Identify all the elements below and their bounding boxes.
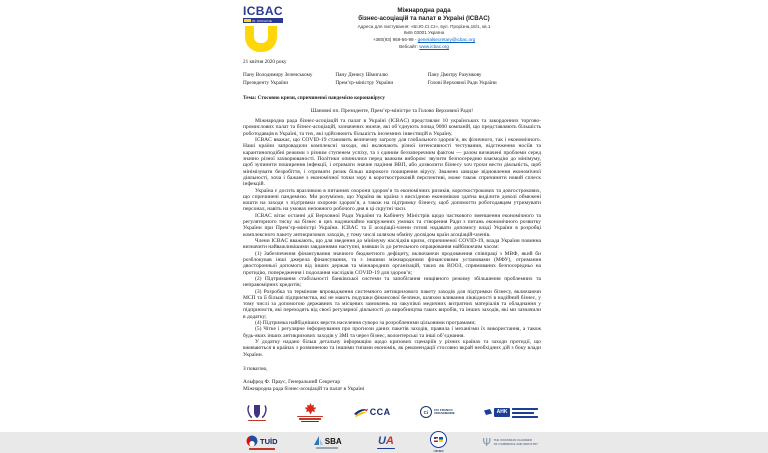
addressee-parliament-speaker xyxy=(428,72,541,87)
body-paragraph: ICBAC вітає останні дії Верховної Ради України та Кабінету Міністрів щодо часткового зменшення економічного та регуляторного тиску на бізнес в цих надзвичайно напружених умовах та створення Ради з питань економічного розвитку України при Прем’єр-міністрі України. ICBAC та її асоціації-члени готові надавати допомогу владі України в розробці комплексного пакету антикризових заходів, у тому числі шляхом обміну досвідом країн асоціацій-членів. xyxy=(243,212,541,238)
letter-content xyxy=(243,5,541,453)
ucci-logo xyxy=(482,437,538,448)
heraldic-crest-icon xyxy=(246,404,268,419)
body-paragraph: Міжнародна рада бізнес-асоціацій та палат в Україні (ICBAC) представляє 10 українських та закордонних торгово-промислових палат та бізнес-асоціацій, зазначених нижче, які об’єднують понад 9000 компаній, що представляють більшість роботодавців в Україні, та тих, які здійснюють більшість іноземних інвестицій в Україну. xyxy=(243,118,541,137)
ahk-caption-bar xyxy=(512,416,538,417)
addressee-name: Пану Володимиру Зеленському xyxy=(243,72,313,78)
usubc-logo-text: USUBC xyxy=(433,449,444,453)
org-name-line2: бізнес-асоціацій та палат в Україні (ICBAC) xyxy=(358,15,490,23)
salutation: Шановні пп. Президенте, Прем’єр-міністре та Голово Верховної Ради! xyxy=(310,108,474,115)
email-link[interactable]: generalsecretary@icbac.org xyxy=(417,37,476,43)
addressee-columns xyxy=(243,72,541,87)
cci-logo-line1: CCI FRANCO xyxy=(433,407,453,412)
cca-logo-text: CCA xyxy=(369,407,391,418)
website-link[interactable]: www.icbac.org xyxy=(419,43,449,49)
org-address-block xyxy=(307,5,541,50)
addressee-name: Пану Дмитру Разумкову xyxy=(427,72,482,78)
sba-logo xyxy=(313,436,342,449)
icbac-logo-bar-yellow-icon xyxy=(244,19,251,22)
list-item-1: (1) Забезпечення фінансування значного бюджетного дефіциту, включаючи продовження співпраці з МВФ, який би розблокував інші джерела фінансування, та з іншими міжнародними фінансовими установами (МФУ), отримання двосторонньої допомоги від інших держав та міжнародних організацій, таких як ВООЗ, спрямованих безпосередньо на протидію, попередження і подолання наслідків COVID-19 для здоров’я; xyxy=(243,250,541,276)
body-paragraph: У додатку надано більш детальну інформацію щодо кризових сценаріїв у різних країнах та заходи протидії, що вживаються в країнах з розвиненою та іншими типами економік, як рекомендації стосовно вкрай необхідних дій з боку влади України. xyxy=(243,339,541,358)
addressee-president xyxy=(243,72,335,87)
swirl-circle-icon xyxy=(246,435,258,447)
member-logos-row-2 xyxy=(243,431,541,453)
org-address-line: Адреса для листування: «БІ.Ю.СІ.СІ», вул. Прорізна,18/1, кв.1 xyxy=(357,23,491,29)
ucci-logo-line2: OF COMMERCE AND INDUSTRY xyxy=(493,442,538,447)
ci-circle-icon: Ci xyxy=(420,406,432,418)
sba-logo-text: SBA xyxy=(324,436,342,446)
addressee-title: Президенту України xyxy=(243,79,288,86)
body-paragraph: Україна є досить вразливою в питаннях охорони здоров’я та економічних ризиків, короткострокових та довгострокових, що спричинені пандемією. Ми розуміємо, що Україна як країна з висхідною економікою здатна виділити доволі обмежені кошти на заходи з підтримки охорони здоров’я, а також на підтримку бізнесу, щоб допомогти роботодавцям утримувати персонал, навіть на умовах неповного робочого дня в ці скрутні часи. xyxy=(243,187,541,213)
signer-org: Міжнародна рада бізнес-асоціацій та палат в Україні xyxy=(243,386,365,393)
cci-franco-ukrainienne-logo xyxy=(420,406,455,418)
ahk-caption-lines xyxy=(512,407,538,418)
ahk-logo xyxy=(484,407,538,418)
ua-caption-bar xyxy=(377,448,395,449)
org-city-line: Київ 03001 Україна xyxy=(403,30,445,36)
letter-date: 21 квітня 2020 року xyxy=(243,59,287,65)
ukraine-flag-icon xyxy=(439,437,443,442)
member-logos-row-1 xyxy=(243,403,541,423)
body-paragraph: Члени ICBAC вважають, що для зведення до мінімуму наслідків кризи, спричиненої COVID-19, влада України повинна визначити найважливішими завданнями наступні, взявши їх до ретельного опрацювання найближчим часом: xyxy=(243,238,541,251)
tuid-caption-bar xyxy=(249,448,275,449)
ahk-caption-bar xyxy=(512,412,534,413)
tuid-logo xyxy=(246,435,278,450)
maple-leaf-icon xyxy=(304,403,317,415)
ua-letters xyxy=(378,436,394,447)
icbac-logo xyxy=(243,5,307,52)
website-label: Вебсайт: xyxy=(399,43,419,49)
tuid-logo-text: TUİD xyxy=(260,436,278,446)
icbac-logo-bar-text: IN UKRAINE xyxy=(252,18,273,23)
bucc-caption-bar xyxy=(248,420,266,421)
swoosh-icon xyxy=(353,406,369,419)
ua-stripes-logo xyxy=(377,436,395,450)
list-item-3: (3) Розробка та термінове впровадження системного антикризового пакету заходів для підтримки бізнесу, включаючи МСП та її більші підприємства, які не мають подушки фінансової безпеки, шляхом вливання ліквідності в надійний бізнес, у тому числі за допомогою державних та місцевих замовлень на закупівлі медичних витратних матеріалів та обладнання у підприємств, які переходять від своєї регулярної діяльності до виробництва таких виробів, та інших заходів, які ми зазначили в додатку; xyxy=(243,288,541,320)
usubc-logo xyxy=(430,431,447,453)
body-paragraph: ICBAC вважає, що COVID-19 становить величезну загрозу для глобального здоров’я, як фізичного, так і економічного. Наші країни запровадили комплексні заходи, які включають різної інтенсивності тестування, відстеження носіїв та карантиноподібні режими з різним ступенем успіху, та з єдиним беззаперечним фактом — разом визначені проблеми серед значно різної захворюваності. Політики опинилися перед важким вибором: звузити безпосередню взаємодію до мінімуму, щоб зупинити поширення інфекції, і отримати значне падіння ВВП, або дозволити бізнесу хоч трохи вести діяльність, щоб мінімізувати безробіття, і отримати ризик більш широкого поширення вірусу. Зважено швидке відновлення економічної діяльності, хоча і бажане з економічної точки зору в короткостроковій перспективі, може також спричинити новий сплеск інфекцій. xyxy=(243,137,541,188)
icbac-logo-u-icon xyxy=(245,26,277,52)
list-item-2: (2) Підтримання стабільності банківської системи та запобігання нищівного режиму збільшення проблемних та неправомірних кредитів; xyxy=(243,275,541,289)
cci-logo-line2: UKRAINIENNE xyxy=(433,411,455,416)
cucc-caption-bar xyxy=(299,418,321,419)
org-phone: +380(93) 959-56-99 xyxy=(372,37,414,43)
letter-body xyxy=(243,118,541,358)
signature-block xyxy=(243,379,541,394)
ahk-caption-bar xyxy=(512,408,538,409)
us-flag-icon xyxy=(434,437,438,442)
org-contact-line xyxy=(307,37,541,44)
sba-caption-bar xyxy=(316,447,338,448)
list-item-4: (4) Підтримка найбідніших верств населення суворо за розробленими цільовими програмами; xyxy=(255,320,476,327)
ua-letter-a: A xyxy=(385,434,394,447)
cucc-caption-bar xyxy=(301,421,319,422)
flags-seal-icon xyxy=(430,431,447,448)
topic-line: Тема: Стосовно кризи, спричиненої пандемією коронавірусу xyxy=(243,95,385,102)
org-name-line1: Міжнародна рада xyxy=(397,7,451,14)
ahk-logo-text: AHK xyxy=(494,408,510,417)
sail-icon xyxy=(313,436,323,446)
flag-parallelogram-icon xyxy=(484,409,492,416)
addressee-name: Пану Денису Шмигалю xyxy=(335,72,388,78)
letterhead xyxy=(243,5,541,52)
icbac-logo-text: ICBAC xyxy=(243,4,283,18)
valediction: З повагою, xyxy=(243,365,268,372)
addressee-prime-minister xyxy=(335,72,427,87)
cca-logo xyxy=(353,406,391,419)
ua-letter-u: U xyxy=(377,434,386,447)
addressee-title: Голові Верховної Ради України xyxy=(427,79,497,86)
signer-name: Альфред Ф. Праус, Генеральний Секретар xyxy=(243,378,341,385)
hermes-staff-icon: Ψ xyxy=(482,435,492,449)
addressee-title: Прем’єр-міністру України xyxy=(335,79,394,86)
icbac-logo-bar xyxy=(243,18,283,23)
cucc-logo xyxy=(297,403,323,423)
org-website-line xyxy=(307,44,541,51)
list-item-5: (5) Чітке і регулярне інформування про прогнози даних пакетів заходів, правила і механізми їх використання, а також будь-яких інших антикризових заходів у ЗМІ та через бізнес, волонтерські та інші об’єднання. xyxy=(243,326,541,339)
ucci-logo-line1: THE UKRAINIAN CHAMBER xyxy=(493,438,532,443)
cucc-caption-bar xyxy=(297,416,323,417)
contact-separator: - xyxy=(414,37,417,43)
bucc-logo xyxy=(246,404,268,422)
